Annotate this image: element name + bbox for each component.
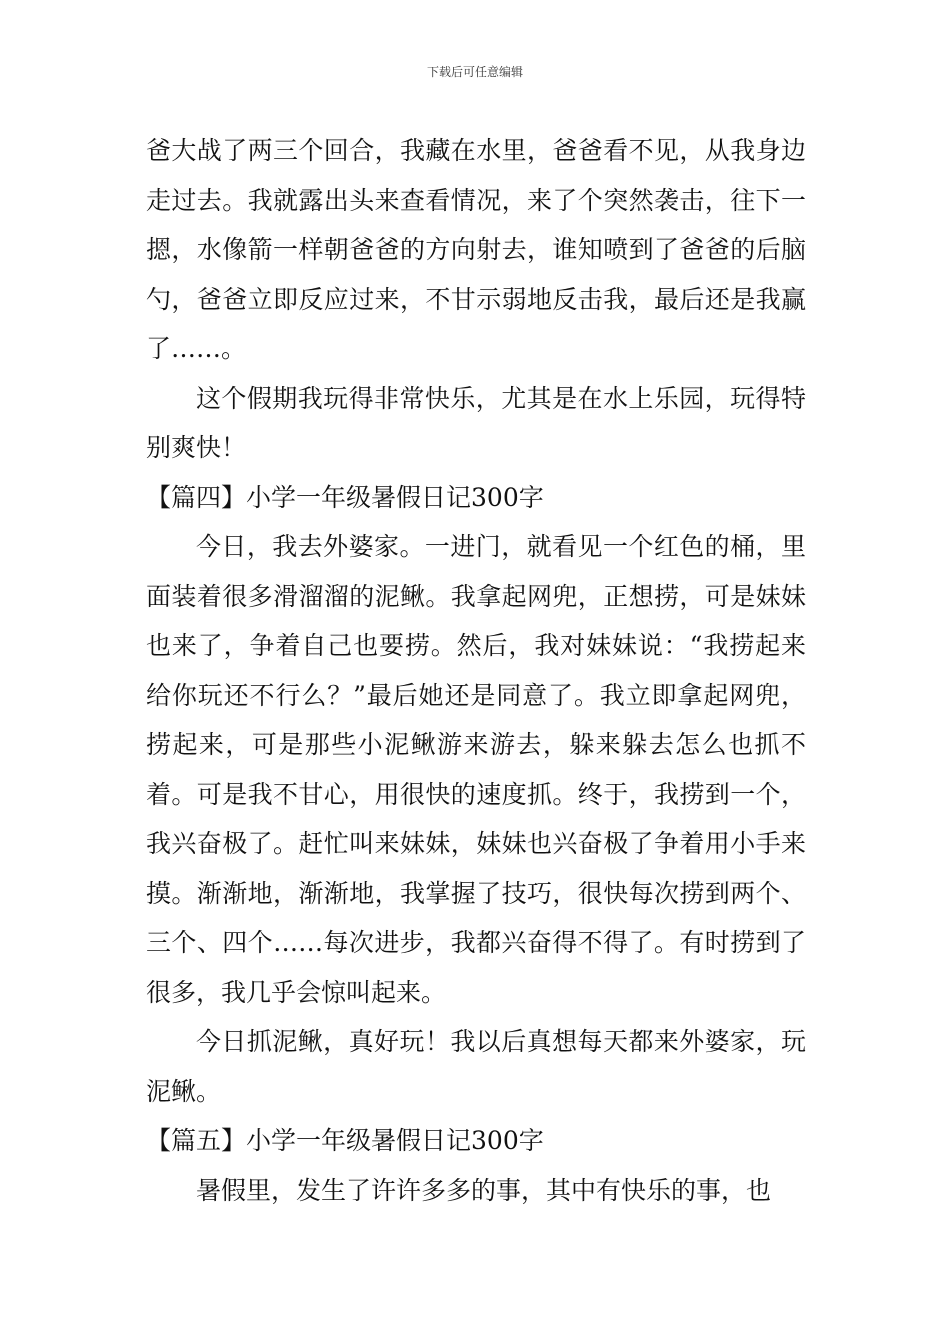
paragraph-water-fight: 爸大战了两三个回合，我藏在水里，爸爸看不见，从我身边走过去。我就露出头来查看情况，来了个突然袭击，往下一摁，水像箭一样朝爸爸的方向射去，谁知喷到了爸爸的后脑勺，爸爸立即反应过来，不甘示弱地反击我，最后还是我赢了……。 bbox=[146, 136, 806, 363]
document-body bbox=[146, 126, 806, 1215]
paragraph-catching-loaches: 今日，我去外婆家。一进门，就看见一个红色的桶，里面装着很多滑溜溜的泥鳅。我拿起网兜，正想捞，可是妹妹也来了，争着自己也要捞。然后，我对妹妹说：“我捞起来给你玩还不行么？”最后她还是同意了。我立即拿起网兜，捞起来，可是那些小泥鳅游来游去，躲来躲去怎么也抓不着。可是我不甘心，用很快的速度抓。终于，我捞到一个，我兴奋极了。赶忙叫来妹妹，妹妹也兴奋极了争着用小手来摸。渐渐地，渐渐地，我掌握了技巧，很快每次捞到两个、三个、四个……每次进步，我都兴奋得不得了。有时捞到了很多，我几乎会惊叫起来。 bbox=[146, 532, 806, 1007]
paragraph-holiday-summary: 这个假期我玩得非常快乐，尤其是在水上乐园，玩得特别爽快！ bbox=[146, 383, 806, 462]
paragraph-summer-events: 暑假里，发生了许许多多的事，其中有快乐的事，也 bbox=[196, 1175, 772, 1205]
page-header-note: 下载后可任意编辑 bbox=[426, 65, 523, 79]
section-heading-part-five: 【篇五】小学一年级暑假日记300字 bbox=[146, 1126, 544, 1155]
section-heading-part-four: 【篇四】小学一年级暑假日记300字 bbox=[146, 482, 544, 512]
paragraph-loach-conclusion: 今日抓泥鳅，真好玩！我以后真想每天都来外婆家，玩泥鳅。 bbox=[146, 1027, 806, 1106]
